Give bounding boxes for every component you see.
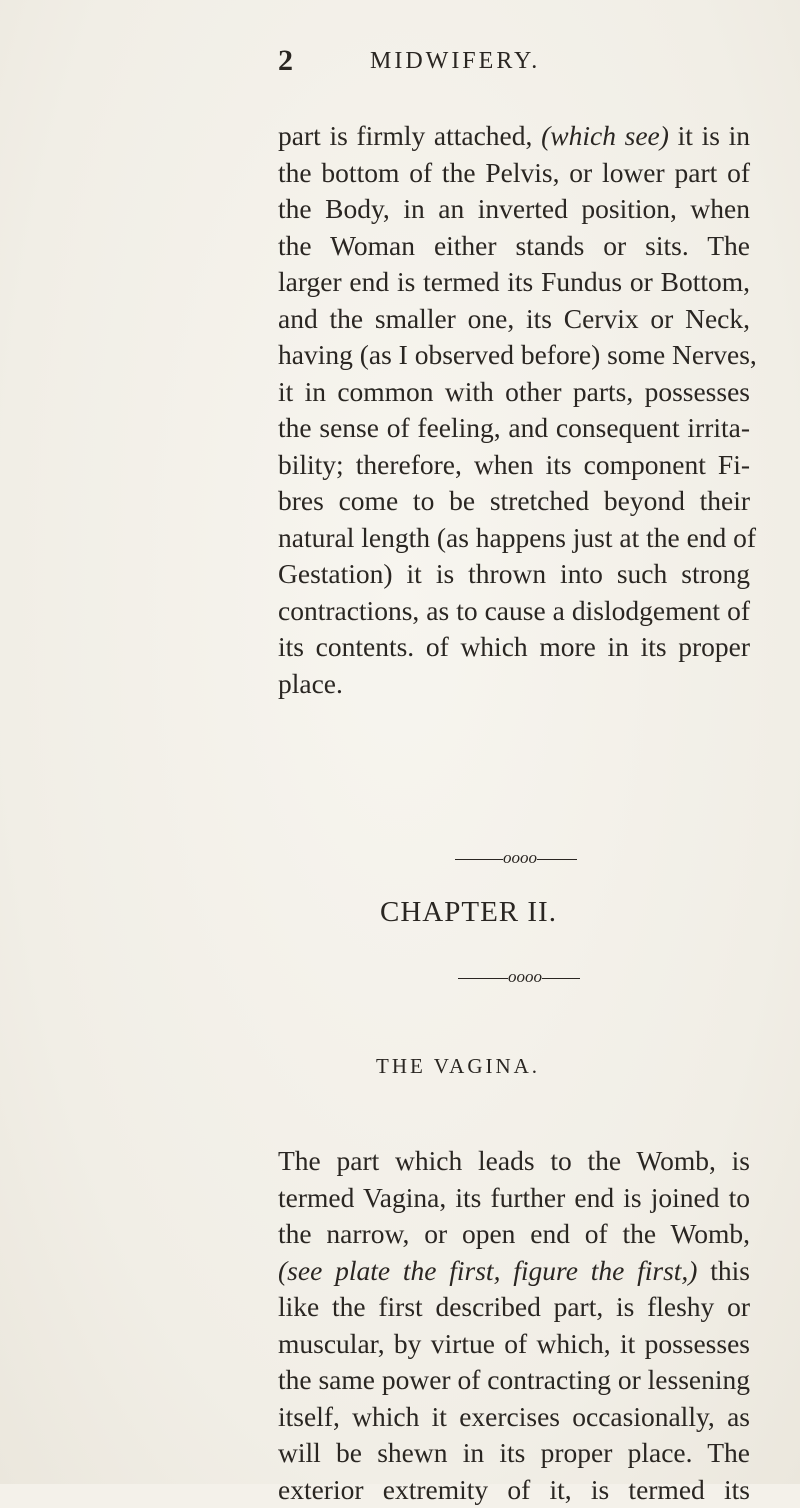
running-head	[0, 44, 800, 84]
text-line: the narrow, or open end of the Womb,	[278, 1216, 750, 1253]
text-line: the sense of feeling, and consequent irrita-	[278, 410, 750, 447]
section-heading: THE VAGINA.	[376, 1054, 540, 1079]
divider-text: oooo	[508, 967, 542, 986]
ornamental-divider-top	[455, 848, 577, 868]
paragraph-2	[278, 1143, 750, 1508]
text-line: its contents. of which more in its proper	[278, 629, 750, 666]
text-line: (see plate the first, figure the first,) this	[278, 1253, 750, 1290]
page-number: 2	[278, 44, 293, 78]
divider-text: oooo	[503, 848, 537, 867]
text-line: having (as I observed before) some Nerves,	[278, 337, 750, 374]
text-line: The part which leads to the Womb, is	[278, 1143, 750, 1180]
text-line: bility; therefore, when its component Fi-	[278, 447, 750, 484]
chapter-heading: CHAPTER II.	[380, 896, 557, 929]
text-line: and the smaller one, its Cervix or Neck,	[278, 301, 750, 338]
text-line: itself, which it exercises occasionally, as	[278, 1399, 750, 1436]
text-line: larger end is termed its Fundus or Bottom,	[278, 264, 750, 301]
text-line: the Woman either stands or sits. The	[278, 228, 750, 265]
text-line: the bottom of the Pelvis, or lower part of	[278, 155, 750, 192]
text-line: the Body, in an inverted position, when	[278, 191, 750, 228]
text-line: contractions, as to cause a dislodgement of	[278, 593, 750, 630]
text-line: will be shewn in its proper place. The	[278, 1435, 750, 1472]
text-line: part is firmly attached, (which see) it is in	[278, 118, 750, 155]
text-line: natural length (as happens just at the end of	[278, 520, 750, 557]
paragraph-1	[278, 118, 750, 702]
text-line: Gestation) it is thrown into such strong	[278, 556, 750, 593]
text-line: like the first described part, is fleshy or	[278, 1289, 750, 1326]
text-line: it in common with other parts, possesses	[278, 374, 750, 411]
text-line: muscular, by virtue of which, it possesses	[278, 1326, 750, 1363]
running-title: MIDWIFERY.	[370, 48, 540, 75]
ornamental-divider-bottom	[458, 967, 580, 987]
text-line: bres come to be stretched beyond their	[278, 483, 750, 520]
text-line: exterior extremity of it, is termed its	[278, 1472, 750, 1508]
text-line: the same power of contracting or lessening	[278, 1362, 750, 1399]
text-line: place.	[278, 666, 750, 703]
text-line: termed Vagina, its further end is joined to	[278, 1180, 750, 1217]
